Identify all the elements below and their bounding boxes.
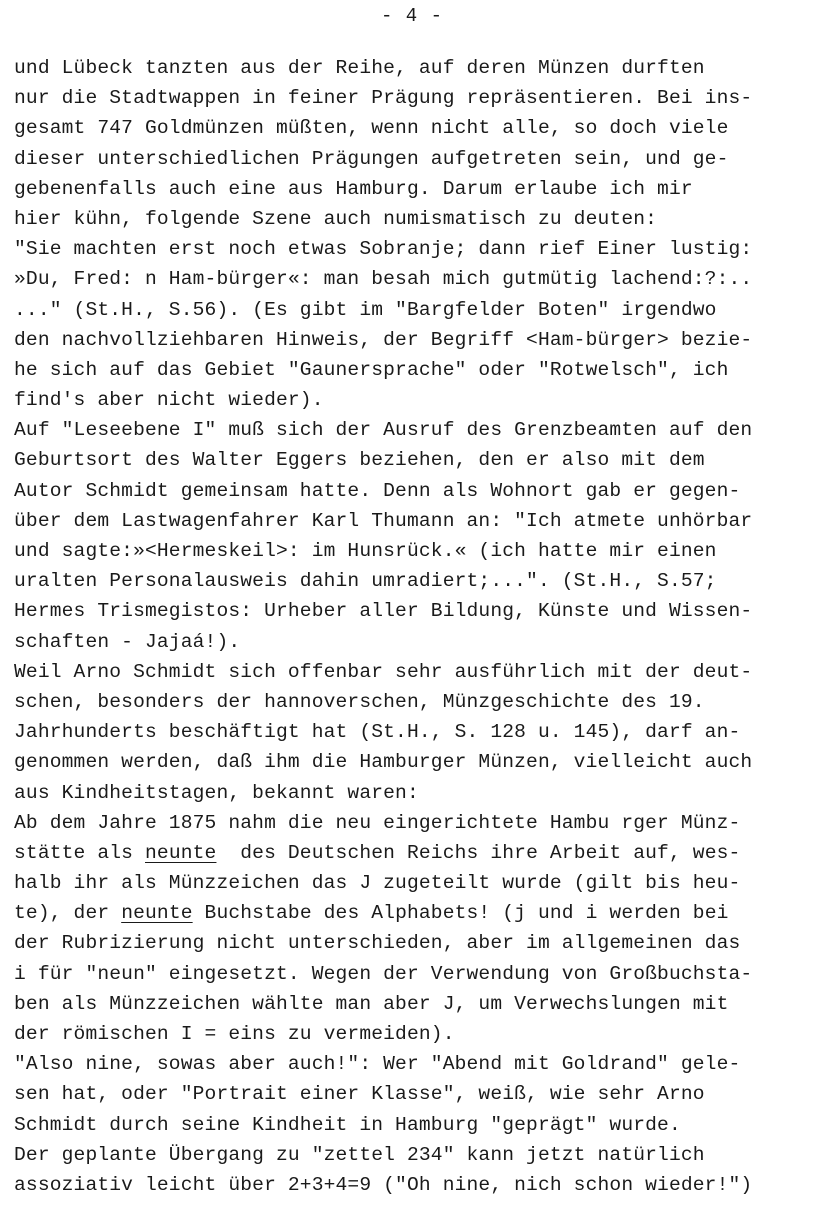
text-line: schaften - Jajaá!). [14, 630, 241, 653]
text-line: Schmidt durch seine Kindheit in Hamburg "geprägt" wurde. [14, 1113, 681, 1136]
text-line: ben als Münzzeichen wählte man aber J, um Verwechslungen mit [14, 992, 729, 1015]
text-line: i für "neun" eingesetzt. Wegen der Verwendung von Großbuchsta- [14, 962, 753, 985]
text-line: Jahrhunderts beschäftigt hat (St.H., S. 128 u. 145), darf an- [14, 721, 741, 744]
text-line: assoziativ leicht über 2+3+4=9 ("Oh nine, nich schon wieder!") [14, 1173, 753, 1196]
typewritten-body-text [14, 53, 814, 1200]
text-line: stätte als neunte des Deutschen Reichs ihre Arbeit auf, wes- [14, 841, 741, 864]
text-line: über dem Lastwagenfahrer Karl Thumann an: "Ich atmete unhörbar [14, 509, 753, 532]
text-line: dieser unterschiedlichen Prägungen aufgetreten sein, und ge- [14, 147, 729, 170]
text-line: Hermes Trismegistos: Urheber aller Bildung, Künste und Wissen- [14, 600, 753, 623]
text-line: hier kühn, folgende Szene auch numismatisch zu deuten: [14, 207, 658, 230]
text-line: Auf "Leseebene I" muß sich der Ausruf des Grenzbeamten auf den [14, 419, 753, 442]
text-line: schen, besonders der hannoverschen, Münzgeschichte des 19. [14, 690, 705, 713]
underlined-word: neunte [121, 902, 193, 925]
text-line: der römischen I = eins zu vermeiden). [14, 1023, 455, 1045]
text-line: gesamt 747 Goldmünzen müßten, wenn nicht alle, so doch viele [14, 117, 729, 140]
text-line: "Sie machten erst noch etwas Sobranje; dann rief Einer lustig: [14, 238, 753, 261]
text-line: »Du, Fred: n Ham-bürger«: man besah mich gutmütig lachend:?:.. [14, 268, 753, 291]
text-line: Ab dem Jahre 1875 nahm die neu eingerichtete Hambu rger Münz- [14, 811, 741, 834]
text-line: Geburtsort des Walter Eggers beziehen, den er also mit dem [14, 449, 705, 472]
text-line: und sagte:»<Hermeskeil>: im Hunsrück.« (ich hatte mir einen [14, 540, 717, 562]
text-line: den nachvollziehbaren Hinweis, der Begriff <Ham-bürger> bezie- [14, 328, 753, 351]
text-line: gebenenfalls auch eine aus Hamburg. Darum erlaube ich mir [14, 177, 693, 200]
text-line: find's aber nicht wieder). [14, 389, 324, 412]
text-line: halb ihr als Münzzeichen das J zugeteilt wurde (gilt bis heu- [14, 872, 741, 895]
text-line: uralten Personalausweis dahin umradiert;...". (St.H., S.57; [14, 570, 717, 593]
text-line: Der geplante Übergang zu "zettel 234" kann jetzt natürlich [14, 1143, 705, 1166]
text-line: und Lübeck tanzten aus der Reihe, auf deren Münzen durften [14, 57, 705, 79]
text-line: nur die Stadtwappen in feiner Prägung repräsentieren. Bei ins- [14, 87, 753, 110]
text-line: genommen werden, daß ihm die Hamburger Münzen, vielleicht auch [14, 751, 753, 774]
text-line: ..." (St.H., S.56). (Es gibt im "Bargfelder Boten" irgendwo [14, 298, 717, 321]
text-line: der Rubrizierung nicht unterschieden, aber im allgemeinen das [14, 932, 741, 955]
text-line: aus Kindheitstagen, bekannt waren: [14, 781, 419, 804]
text-line: Autor Schmidt gemeinsam hatte. Denn als Wohnort gab er gegen- [14, 479, 741, 502]
text-line: sen hat, oder "Portrait einer Klasse", weiß, wie sehr Arno [14, 1083, 705, 1106]
page-number: - 4 - [380, 5, 443, 27]
text-line: "Also nine, sowas aber auch!": Wer "Abend mit Goldrand" gele- [14, 1053, 741, 1076]
underlined-word: neunte [145, 841, 217, 864]
text-line: Weil Arno Schmidt sich offenbar sehr ausführlich mit der deut- [14, 660, 753, 683]
text-line: he sich auf das Gebiet "Gaunersprache" oder "Rotwelsch", ich [14, 358, 729, 381]
text-line: te), der neunte Buchstabe des Alphabets! (j und i werden bei [14, 902, 729, 925]
